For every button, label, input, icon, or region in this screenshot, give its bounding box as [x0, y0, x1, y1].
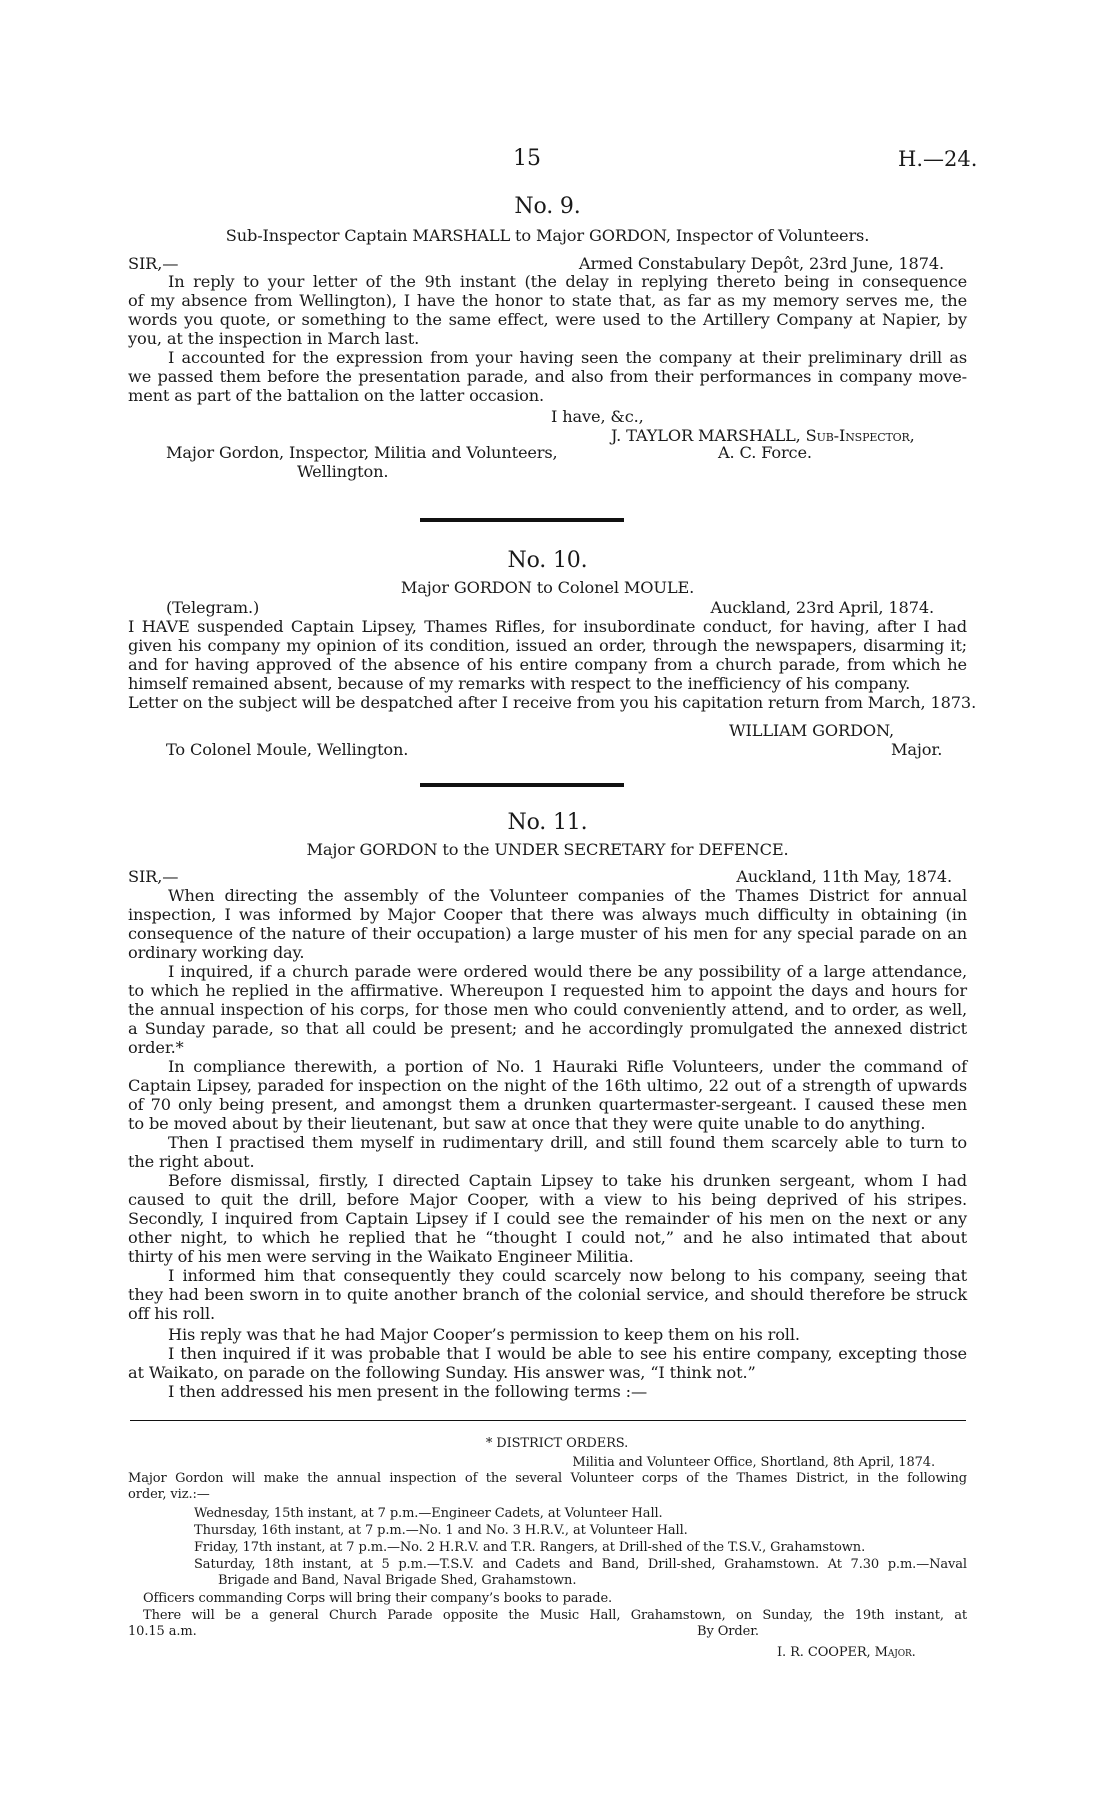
- footnote-divider: [130, 1420, 966, 1421]
- letter-11-line: I then addressed his men present in the following terms :—: [168, 1382, 647, 1401]
- letter-11-line: off his roll.: [128, 1304, 215, 1323]
- letter-11-line: In compliance therewith, a portion of No. 1 Hauraki Rifle Volunteers, under the command of: [168, 1057, 967, 1076]
- letter-9-line: words you quote, or something to the same effect, were used to the Artillery Company at Napier, by: [128, 310, 967, 329]
- letter-9-salutation: SIR,—: [128, 254, 179, 273]
- letter-10-place-date: Auckland, 23rd April, 1874.: [710, 598, 934, 617]
- letter-11-number: No. 11.: [507, 810, 588, 835]
- letter-9-signature-rank: A. C. Force.: [718, 443, 812, 462]
- letter-11-line: to be moved about by their lieutenant, but saw at once that they were quite unable to do anything.: [128, 1114, 926, 1133]
- letter-11-line: they had been sworn in to quite another branch of the colonial service, and should therefore be struck: [128, 1285, 967, 1304]
- footnote-by-order: By Order.: [697, 1624, 759, 1639]
- letter-11-line: to which he replied in the affirmative. Whereupon I requested him to appoint the days and hours for: [128, 981, 967, 1000]
- letter-11-line: inspection, I was informed by Major Cooper that there was always much difficulty in obtaining (in: [128, 905, 967, 924]
- letter-9-line: we passed them before the presentation parade, and also from their performances in company move-: [128, 367, 967, 386]
- footnote-intro: order, viz.:—: [128, 1487, 210, 1502]
- letter-11-title: Major GORDON to the UNDER SECRETARY for DEFENCE.: [306, 840, 789, 859]
- letter-10-note: (Telegram.): [166, 598, 260, 617]
- footnote-schedule-item: Friday, 17th instant, at 7 p.m.—No. 2 H.R.V. and T.R. Rangers, at Drill-shed of the T.S.V., Grahamstown.: [194, 1540, 866, 1555]
- letter-9-line: ment as part of the battalion on the latter occasion.: [128, 386, 545, 405]
- letter-9-title: Sub-Inspector Captain MARSHALL to Major GORDON, Inspector of Volunteers.: [225, 226, 870, 245]
- letter-9-closing: I have, &c.,: [551, 407, 644, 426]
- footnote-officers-note: Officers commanding Corps will bring their company’s books to parade.: [143, 1591, 613, 1606]
- letter-10-signature-rank: Major.: [891, 740, 943, 759]
- letter-11-line: other night, to which he replied that he “thought I could not,” and he also intimated that about: [128, 1228, 967, 1247]
- letter-9-addressee: Major Gordon, Inspector, Militia and Volunteers,: [166, 443, 558, 462]
- letter-11-line: Before dismissal, firstly, I directed Captain Lipsey to take his drunken sergeant, whom I had: [168, 1171, 967, 1190]
- footnote-place-date: Militia and Volunteer Office, Shortland, 8th April, 1874.: [572, 1455, 935, 1470]
- letter-10-title: Major GORDON to Colonel MOULE.: [400, 578, 695, 597]
- letter-11-line: I then inquired if it was probable that I would be able to see his entire company, excepting those: [168, 1344, 967, 1363]
- letter-11-line: caused to quit the drill, before Major Cooper, with a view to his being deprived of his stripes.: [128, 1190, 967, 1209]
- footnote-signature: I. R. COOPER, Major.: [777, 1645, 916, 1660]
- letter-10-line: I HAVE suspended Captain Lipsey, Thames Rifles, for insubordinate conduct, for having, after I had: [128, 617, 967, 636]
- letter-11-line: Then I practised them myself in rudimentary drill, and still found them scarcely able to turn to: [168, 1133, 967, 1152]
- letter-10-signature: WILLIAM GORDON,: [729, 721, 894, 740]
- page-number: 15: [513, 146, 541, 171]
- footnote-church-parade: There will be a general Church Parade opposite the Music Hall, Grahamstown, on Sunday, the 19th instant, at: [143, 1608, 967, 1623]
- letter-11-line: consequence of the nature of their occupation) a large muster of his men for any special parade on an: [128, 924, 967, 943]
- section-divider: [420, 783, 624, 787]
- letter-11-line: Secondly, I inquired from Captain Lipsey if I could see the remainder of his men on the next or any: [128, 1209, 967, 1228]
- letter-11-line: When directing the assembly of the Volunteer companies of the Thames District for annual: [168, 886, 967, 905]
- section-divider: [420, 518, 624, 522]
- footnote-church-parade: 10.15 a.m.: [128, 1624, 197, 1639]
- letter-11-line: at Waikato, on parade on the following Sunday. His answer was, “I think not.”: [128, 1363, 756, 1382]
- letter-9-line: you, at the inspection in March last.: [128, 329, 420, 348]
- letter-9-signature: J. TAYLOR MARSHALL, Sub-Inspector,: [611, 426, 915, 445]
- letter-11-salutation: SIR,—: [128, 867, 179, 886]
- letter-9-number: No. 9.: [514, 194, 581, 219]
- letter-11-line: I informed him that consequently they could scarcely now belong to his company, seeing that: [168, 1266, 967, 1285]
- letter-10-addressee: To Colonel Moule, Wellington.: [166, 740, 409, 759]
- letter-11-place-date: Auckland, 11th May, 1874.: [736, 867, 952, 886]
- letter-11-line: a Sunday parade, so that all could be present; and he accordingly promulgated the annexed district: [128, 1019, 967, 1038]
- footnote-schedule-item: Wednesday, 15th instant, at 7 p.m.—Engineer Cadets, at Volunteer Hall.: [194, 1506, 663, 1521]
- document-reference: H.—24.: [898, 147, 978, 171]
- letter-11-line: I inquired, if a church parade were ordered would there be any possibility of a large attendance,: [168, 962, 967, 981]
- letter-10-line: given his company my opinion of its condition, issued an order, through the newspapers, disarming it;: [128, 636, 967, 655]
- letter-9-addressee-place: Wellington.: [297, 462, 389, 481]
- letter-11-line: His reply was that he had Major Cooper’s permission to keep them on his roll.: [168, 1325, 800, 1344]
- footnote-schedule-item: Saturday, 18th instant, at 5 p.m.—T.S.V. and Cadets and Band, Drill-shed, Grahamstown. At 7.30 p.m.—Naval: [194, 1557, 967, 1572]
- letter-10-line: Letter on the subject will be despatched after I receive from you his capitation return from March, 1873.: [128, 693, 977, 712]
- letter-10-line: and for having approved of the absence of his entire company from a church parade, from which he: [128, 655, 967, 674]
- footnote-heading: * DISTRICT ORDERS.: [485, 1436, 629, 1451]
- footnote-schedule-item: Thursday, 16th instant, at 7 p.m.—No. 1 and No. 3 H.R.V., at Volunteer Hall.: [194, 1523, 688, 1538]
- letter-9-line: I accounted for the expression from your having seen the company at their preliminary drill as: [168, 348, 967, 367]
- letter-11-line: thirty of his men were serving in the Waikato Engineer Militia.: [128, 1247, 634, 1266]
- letter-11-line: of 70 only being present, and amongst them a drunken quartermaster-sergeant. I caused these men: [128, 1095, 967, 1114]
- footnote-intro: Major Gordon will make the annual inspection of the several Volunteer corps of the Thames District, in the following: [128, 1471, 967, 1486]
- letter-10-number: No. 10.: [507, 548, 588, 573]
- letter-11-line: order.*: [128, 1038, 184, 1057]
- letter-11-line: Captain Lipsey, paraded for inspection on the night of the 16th ultimo, 22 out of a strength of upwards: [128, 1076, 967, 1095]
- letter-11-line: the annual inspection of his corps, for those men who could conveniently attend, and to order, as well,: [128, 1000, 967, 1019]
- letter-9-line: of my absence from Wellington), I have the honor to state that, as far as my memory serves me, the: [128, 291, 967, 310]
- letter-9-line: In reply to your letter of the 9th instant (the delay in replying thereto being in consequence: [168, 272, 967, 291]
- footnote-schedule-item: Brigade and Band, Naval Brigade Shed, Grahamstown.: [218, 1573, 577, 1588]
- letter-11-line: ordinary working day.: [128, 943, 305, 962]
- letter-9-place-date: Armed Constabulary Depôt, 23rd June, 1874.: [578, 254, 944, 273]
- letter-10-line: himself remained absent, because of my remarks with respect to the inefficiency of his company.: [128, 674, 911, 693]
- letter-11-line: the right about.: [128, 1152, 255, 1171]
